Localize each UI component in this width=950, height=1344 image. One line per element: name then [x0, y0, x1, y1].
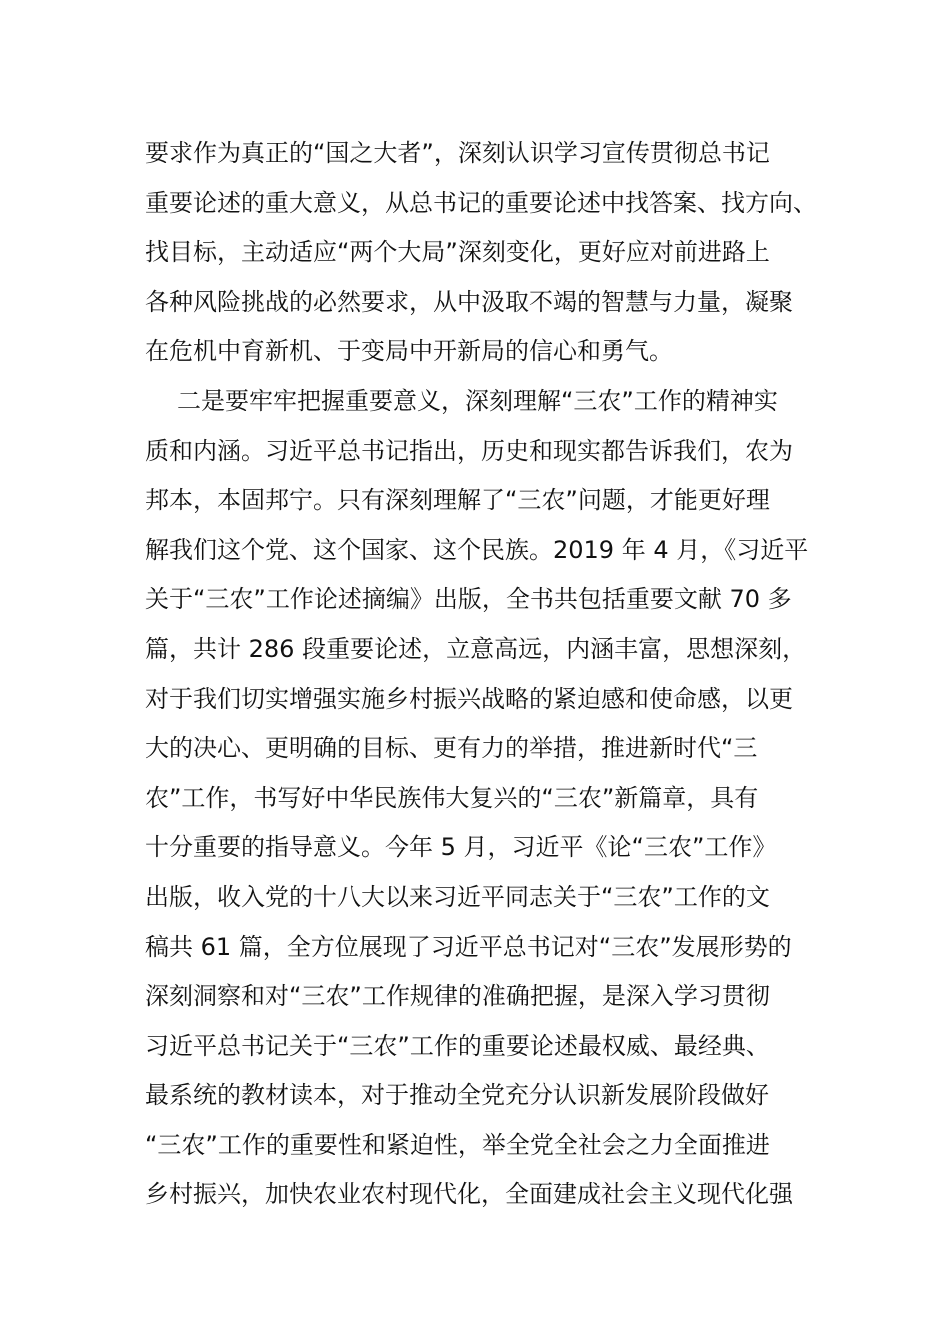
- text-line: 找目标，主动适应“两个大局”深刻变化，更好应对前进路上: [145, 238, 770, 267]
- text-line: 乡村振兴，加快农业农村现代化，全面建成社会主义现代化强: [145, 1180, 793, 1209]
- text-line: 农”工作，书写好中华民族伟大复兴的“三农”新篇章，具有: [145, 783, 759, 812]
- text-line: 重要论述的重大意义，从总书记的重要论述中找答案、找方向、: [145, 188, 817, 217]
- text-line: 各种风险挑战的必然要求，从中汲取不竭的智慧与力量，凝聚: [145, 287, 793, 316]
- text-line: 大的决心、更明确的目标、更有力的举措，推进新时代“三: [145, 734, 758, 763]
- paragraph-first-line: 二是要牢牢把握重要意义，深刻理解“三农”工作的精神实: [177, 386, 778, 415]
- text-line: 要求作为真正的“国之大者”，深刻认识学习宣传贯彻总书记: [145, 139, 770, 167]
- text-line: 深刻洞察和对“三农”工作规律的准确把握，是深入学习贯彻: [145, 982, 770, 1011]
- text-line: 最系统的教材读本，对于推动全党充分认识新发展阶段做好: [145, 1081, 769, 1110]
- text-line: 关于“三农”工作论述摘编》出版，全书共包括重要文献 70 多: [145, 585, 792, 614]
- text-line: 习近平总书记关于“三农”工作的重要论述最权威、最经典、: [145, 1031, 770, 1060]
- text-line: 解我们这个党、这个国家、这个民族。2019 年 4 月，《习近平: [145, 535, 809, 564]
- text-line: 出版，收入党的十八大以来习近平同志关于“三农”工作的文: [145, 882, 770, 911]
- text-line: 质和内涵。习近平总书记指出，历史和现实都告诉我们，农为: [145, 436, 793, 465]
- text-line: 邦本，本固邦宁。只有深刻理解了“三农”问题，才能更好理: [145, 486, 770, 515]
- text-line: 十分重要的指导意义。今年 5 月，习近平《论“三农”工作》: [145, 833, 777, 862]
- text-line: 篇，共计 286 段重要论述，立意高远，内涵丰富，思想深刻，: [145, 634, 807, 663]
- body-text: [145, 129, 815, 1220]
- text-line: “三农”工作的重要性和紧迫性，举全党全社会之力全面推进: [145, 1130, 770, 1159]
- text-line: 稿共 61 篇，全方位展现了习近平总书记对“三农”发展形势的: [145, 932, 792, 961]
- text-line: 对于我们切实增强实施乡村振兴战略的紧迫感和使命感，以更: [145, 684, 793, 713]
- text-line: 在危机中育新机、于变局中开新局的信心和勇气。: [145, 337, 673, 366]
